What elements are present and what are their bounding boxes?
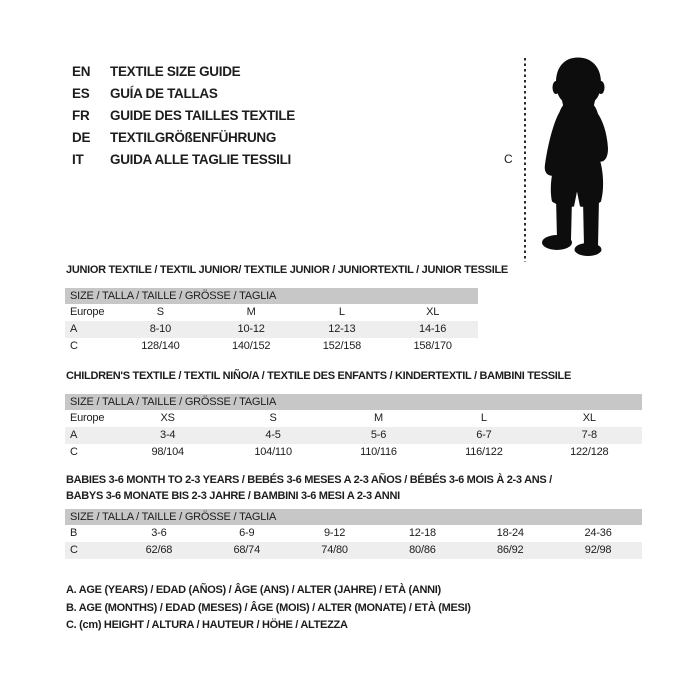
babies-title-line1: BABIES 3-6 MONTH TO 2-3 YEARS / BEBÉS 3-6 MESES A 2-3 AÑOS / BÉBÉS 3-6 MOIS À 2-3 ANS / xyxy=(66,474,552,486)
cell: 92/98 xyxy=(584,544,612,556)
language-row-it xyxy=(72,148,295,170)
cell: 3-6 xyxy=(151,527,167,539)
cell: 10-12 xyxy=(237,323,265,335)
table-row xyxy=(65,525,642,542)
cell: M xyxy=(373,412,383,424)
cell: 5-6 xyxy=(370,429,387,441)
language-row-de xyxy=(72,126,295,148)
cell: 74/80 xyxy=(321,544,348,556)
height-dashed-line xyxy=(524,58,526,262)
children-section-title: CHILDREN'S TEXTILE / TEXTIL NIÑO/A / TEXTILE DES ENFANTS / KINDERTEXTIL / BAMBINI TESSILE xyxy=(66,370,571,382)
language-code: FR xyxy=(72,107,90,123)
row-label: A xyxy=(70,323,78,335)
language-label: GUÍA DE TALLAS xyxy=(110,85,218,101)
size-header-bar: SIZE / TALLA / TAILLE / GRÖSSE / TAGLIA xyxy=(65,509,642,525)
height-measure-label: C xyxy=(504,152,513,166)
cell: 62/68 xyxy=(145,544,173,556)
note-b: B. AGE (MONTHS) / EDAD (MESES) / ÂGE (MOIS) / ALTER (MONATE) / ETÀ (MESI) xyxy=(66,601,471,614)
language-row-es xyxy=(72,82,295,104)
table-row xyxy=(65,427,642,444)
cell: S xyxy=(156,306,164,318)
children-size-table xyxy=(65,394,642,461)
row-label: Europe xyxy=(70,306,105,318)
row-label: C xyxy=(70,446,78,458)
table-row xyxy=(65,444,642,461)
language-code: DE xyxy=(72,129,91,145)
cell: 104/110 xyxy=(254,446,292,458)
cell: S xyxy=(269,412,277,424)
cell: 12-18 xyxy=(408,527,436,539)
cell: XS xyxy=(160,412,175,424)
row-label: C xyxy=(70,544,78,556)
table-row xyxy=(65,304,478,321)
table-header-row xyxy=(65,288,478,304)
cell: 128/140 xyxy=(141,340,180,352)
table-header-row xyxy=(65,509,642,525)
cell: 116/122 xyxy=(465,446,503,458)
language-label: TEXTILGRÖßENFÜHRUNG xyxy=(110,129,277,145)
cell: 8-10 xyxy=(149,323,171,335)
junior-section-title: JUNIOR TEXTILE / TEXTIL JUNIOR/ TEXTILE JUNIOR / JUNIORTEXTIL / JUNIOR TESSILE xyxy=(66,264,508,276)
language-code: IT xyxy=(72,151,84,167)
cell: L xyxy=(338,306,345,318)
row-label: B xyxy=(70,527,78,539)
cell: 80/86 xyxy=(409,544,436,556)
cell: 140/152 xyxy=(231,340,271,352)
table-row xyxy=(65,338,478,355)
babies-section-title xyxy=(66,472,552,504)
table-row xyxy=(65,410,642,427)
cell: 6-7 xyxy=(476,429,492,441)
cell: 9-12 xyxy=(323,527,346,539)
cell: 86/92 xyxy=(496,544,524,556)
legend-notes xyxy=(66,582,471,635)
cell: M xyxy=(246,306,256,318)
language-code: EN xyxy=(72,63,91,79)
junior-size-table xyxy=(65,288,478,355)
babies-title-line2: BABYS 3-6 MONATE BIS 2-3 JAHRE / BAMBINI 3-6 MESI A 2-3 ANNI xyxy=(66,490,400,502)
cell: 98/104 xyxy=(151,446,184,458)
cell: 12-13 xyxy=(328,323,356,335)
language-row-en xyxy=(72,60,295,82)
size-header-bar: SIZE / TALLA / TAILLE / GRÖSSE / TAGLIA xyxy=(65,394,642,410)
language-row-fr xyxy=(72,104,295,126)
note-c: C. (cm) HEIGHT / ALTURA / HAUTEUR / HÖHE / ALTEZZA xyxy=(66,619,348,631)
cell: 3-4 xyxy=(160,429,176,441)
size-header-bar: SIZE / TALLA / TAILLE / GRÖSSE / TAGLIA xyxy=(65,288,478,304)
cell: 7-8 xyxy=(581,429,597,441)
language-list xyxy=(72,60,295,170)
language-label: GUIDE DES TAILLES TEXTILE xyxy=(110,107,296,123)
cell: 122/128 xyxy=(570,446,609,458)
cell: 158/170 xyxy=(413,340,452,352)
cell: 18-24 xyxy=(496,527,524,539)
cell: 68/74 xyxy=(233,544,260,556)
note-a: A. AGE (YEARS) / EDAD (AÑOS) / ÂGE (ANS) / ALTER (JAHRE) / ETÀ (ANNI) xyxy=(66,584,441,596)
cell: 24-36 xyxy=(584,527,612,539)
language-code: ES xyxy=(72,85,90,101)
table-header-row xyxy=(65,394,642,410)
table-row xyxy=(65,321,478,338)
cell: 110/116 xyxy=(360,446,397,458)
baby-silhouette-icon xyxy=(531,56,625,260)
language-label: GUIDA ALLE TAGLIE TESSILI xyxy=(110,151,291,167)
row-label: A xyxy=(70,429,78,441)
cell: 6-9 xyxy=(239,527,255,539)
cell: 152/158 xyxy=(322,340,362,352)
language-label: TEXTILE SIZE GUIDE xyxy=(110,63,241,79)
table-row xyxy=(65,542,642,559)
cell: XL xyxy=(582,412,596,424)
row-label: Europe xyxy=(70,412,105,424)
cell: L xyxy=(480,412,487,424)
row-label: C xyxy=(70,340,78,352)
cell: 4-5 xyxy=(265,429,281,441)
cell: 14-16 xyxy=(419,323,447,335)
babies-size-table xyxy=(65,509,642,559)
cell: XL xyxy=(426,306,440,318)
